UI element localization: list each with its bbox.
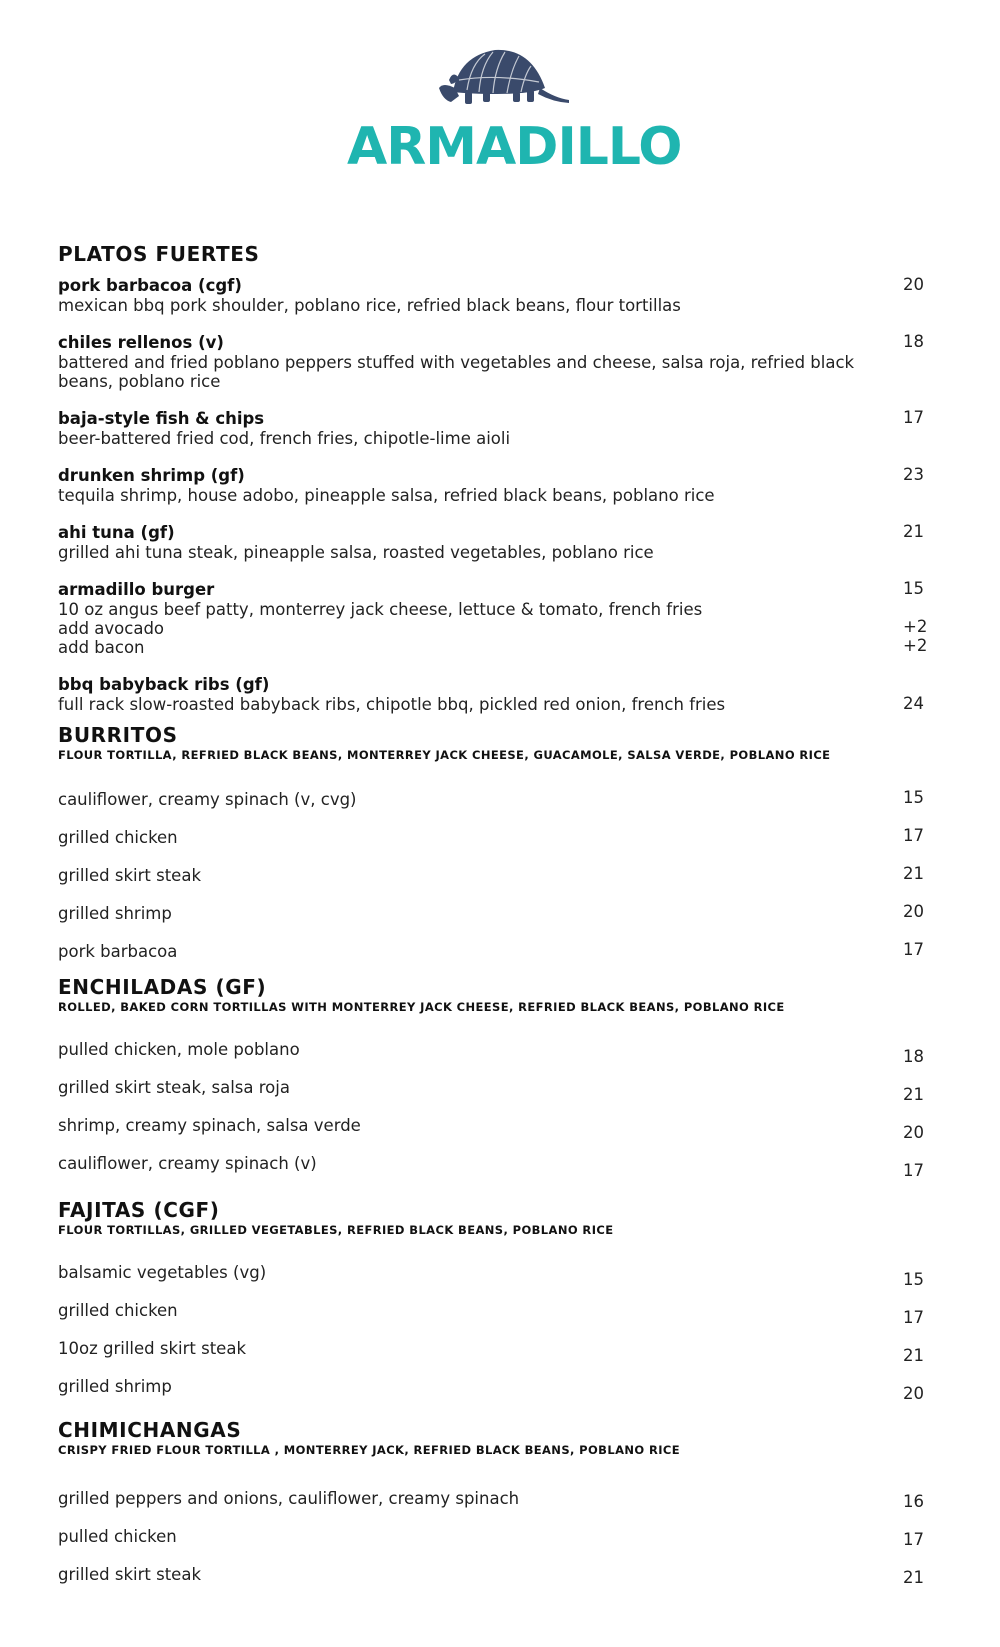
item-price: 23 [903,465,924,484]
item-name: drunken shrimp (gf) [58,466,245,485]
item-price: 21 [903,864,924,883]
item-name: pork barbacoa (cgf) [58,276,242,295]
list-item: pulled chicken [58,1527,177,1546]
item-description: 10 oz angus beef patty, monterrey jack cheese, lettuce & tomato, french fries [58,600,703,619]
item-price: 20 [903,902,924,921]
item-description-line2: beans, poblano rice [58,372,221,391]
item-description: tequila shrimp, house adobo, pineapple salsa, refried black beans, poblano rice [58,486,715,505]
list-item: cauliflower, creamy spinach (v) [58,1154,317,1173]
item-description: beer-battered fried cod, french fries, chipotle-lime aioli [58,429,511,448]
item-price: 17 [903,1161,924,1180]
addon-label: add bacon [58,638,145,657]
item-price: 21 [903,1085,924,1104]
section-subtitle-enchiladas: ROLLED, BAKED CORN TORTILLAS WITH MONTERREY JACK CHEESE, REFRIED BLACK BEANS, POBLANO RICE [58,1000,785,1014]
section-title-platos: PLATOS FUERTES [58,242,260,266]
list-item: balsamic vegetables (vg) [58,1263,267,1282]
list-item: grilled peppers and onions, cauliflower, creamy spinach [58,1489,520,1508]
item-price: 20 [903,1123,924,1142]
item-name: bbq babyback ribs (gf) [58,675,270,694]
section-title-enchiladas: ENCHILADAS (GF) [58,975,267,999]
section-title-chimichangas: CHIMICHANGAS [58,1418,242,1442]
item-price: 21 [903,1346,924,1365]
item-description: full rack slow-roasted babyback ribs, chipotle bbq, pickled red onion, french fries [58,695,726,714]
list-item: grilled chicken [58,828,178,847]
section-title-burritos: BURRITOS [58,723,178,747]
item-name: chiles rellenos (v) [58,333,224,352]
section-subtitle-fajitas: FLOUR TORTILLAS, GRILLED VEGETABLES, REFRIED BLACK BEANS, POBLANO RICE [58,1223,614,1237]
item-price: 17 [903,1308,924,1327]
list-item: shrimp, creamy spinach, salsa verde [58,1116,361,1135]
addon-price: +2 [903,636,928,655]
section-title-fajitas: FAJITAS (CGF) [58,1198,220,1222]
list-item: cauliflower, creamy spinach (v, cvg) [58,790,357,809]
item-description: grilled ahi tuna steak, pineapple salsa, roasted vegetables, poblano rice [58,543,654,562]
item-price: 17 [903,826,924,845]
item-price: 16 [903,1492,924,1511]
list-item: grilled skirt steak [58,1565,201,1584]
list-item: grilled shrimp [58,904,172,923]
item-price: 21 [903,522,924,541]
list-item: grilled chicken [58,1301,178,1320]
item-price: 15 [903,788,924,807]
item-price: 18 [903,332,924,351]
brand-name: ARMADILLO [347,117,682,177]
item-price: 24 [903,694,924,713]
list-item: pulled chicken, mole poblano [58,1040,300,1059]
addon-price: +2 [903,617,928,636]
item-price: 20 [903,1384,924,1403]
item-name: baja-style fish & chips [58,409,265,428]
item-description: battered and fried poblano peppers stuffed with vegetables and cheese, salsa roja, refried black [58,353,855,372]
item-price: 15 [903,579,924,598]
item-description: mexican bbq pork shoulder, poblano rice, refried black beans, flour tortillas [58,296,681,315]
armadillo-logo [347,44,682,184]
item-price: 17 [903,1530,924,1549]
item-name: ahi tuna (gf) [58,523,175,542]
item-price: 17 [903,408,924,427]
item-price: 20 [903,275,924,294]
list-item: grilled skirt steak, salsa roja [58,1078,290,1097]
addon-label: add avocado [58,619,165,638]
item-name: armadillo burger [58,580,215,599]
item-price: 17 [903,940,924,959]
armadillo-icon [439,50,569,104]
section-subtitle-burritos: FLOUR TORTILLA, REFRIED BLACK BEANS, MONTERREY JACK CHEESE, GUACAMOLE, SALSA VERDE, POBLANO RICE [58,748,831,762]
list-item: 10oz grilled skirt steak [58,1339,246,1358]
item-price: 15 [903,1270,924,1289]
section-subtitle-chimichangas: CRISPY FRIED FLOUR TORTILLA , MONTERREY JACK, REFRIED BLACK BEANS, POBLANO RICE [58,1443,681,1457]
list-item: grilled shrimp [58,1377,172,1396]
item-price: 18 [903,1047,924,1066]
list-item: pork barbacoa [58,942,178,961]
item-price: 21 [903,1568,924,1587]
list-item: grilled skirt steak [58,866,201,885]
